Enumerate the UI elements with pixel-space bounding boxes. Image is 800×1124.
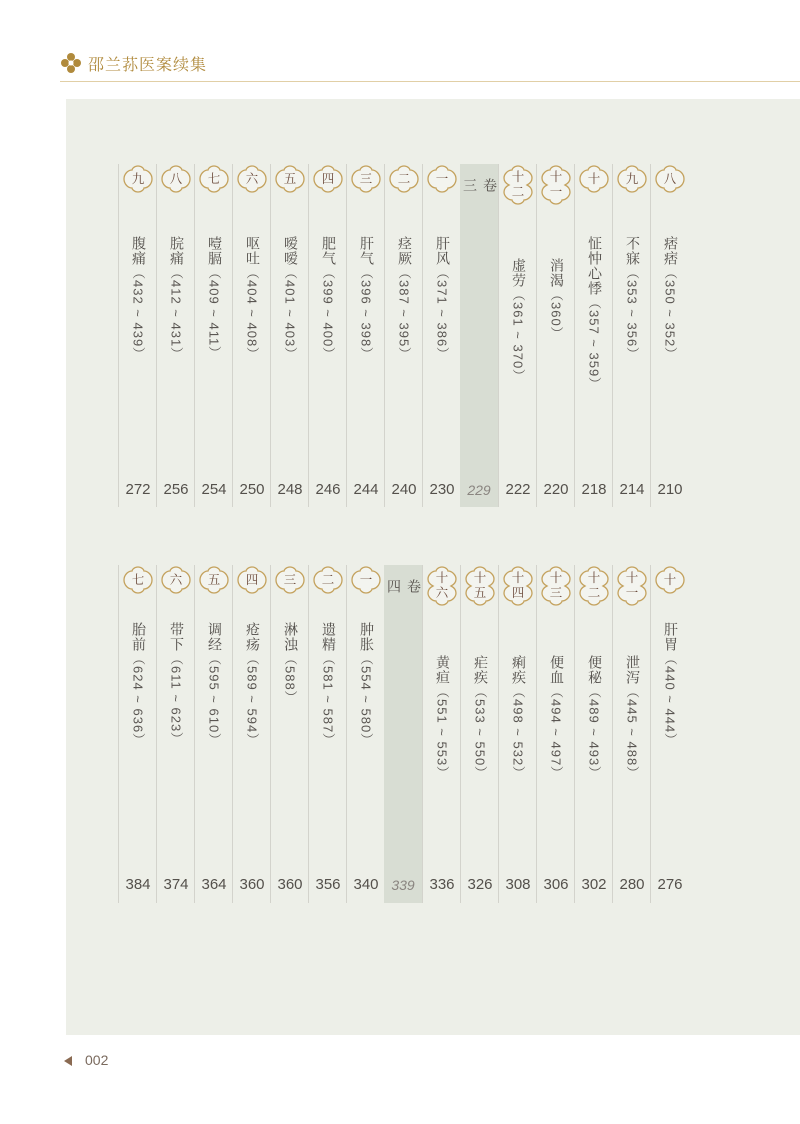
- toc-entry[interactable]: [270, 565, 309, 903]
- chapter-number: 十六: [435, 570, 449, 600]
- chapter-number: 十: [587, 171, 601, 186]
- chapter-number: 八: [169, 171, 183, 186]
- chapter-number-badge: [426, 565, 458, 607]
- volume-3-band: [66, 164, 800, 507]
- case-range: （489 ~ 493）: [586, 685, 602, 781]
- case-range: （409 ~ 411）: [206, 266, 222, 361]
- chapter-number-badge: [578, 164, 610, 194]
- chapter-title: [195, 622, 233, 860]
- chapter-number-badge: [198, 164, 230, 194]
- page-number: 002: [85, 1052, 109, 1068]
- chapter-name: 不寐: [624, 236, 640, 266]
- chapter-title: [157, 622, 195, 860]
- chapter-name: 呕吐: [244, 236, 260, 266]
- page-number: 244: [353, 481, 379, 498]
- toc-entry[interactable]: [422, 164, 461, 507]
- case-range: （445 ~ 488）: [624, 685, 640, 781]
- case-range: （554 ~ 580）: [358, 652, 374, 748]
- chapter-title: [385, 236, 423, 465]
- toc-entry[interactable]: [118, 565, 157, 903]
- toc-entry[interactable]: [156, 164, 195, 507]
- case-range: （360）: [548, 288, 564, 341]
- chapter-name: 肿胀: [358, 622, 374, 652]
- chapter-number-badge: [236, 164, 268, 194]
- chapter-number: 七: [207, 171, 221, 186]
- chapter-title: [651, 236, 689, 465]
- chapter-number: 二: [321, 572, 335, 587]
- toc-entry[interactable]: [308, 164, 347, 507]
- chapter-name: 遗精: [320, 622, 336, 652]
- case-range: （361 ~ 370）: [510, 288, 526, 384]
- page-number: 360: [277, 876, 303, 893]
- page-number: 222: [505, 481, 531, 498]
- chapter-number-badge: [236, 565, 268, 595]
- chapter-number: 九: [131, 171, 145, 186]
- toc-entry[interactable]: [194, 565, 233, 903]
- page-number: 356: [315, 876, 341, 893]
- page-number: 250: [239, 481, 265, 498]
- toc-entry[interactable]: [498, 164, 537, 507]
- page-number: 336: [429, 876, 455, 893]
- toc-entry[interactable]: [460, 565, 499, 903]
- chapter-name: 虚劳: [510, 258, 526, 288]
- chapter-title: [423, 236, 461, 465]
- chapter-number: 七: [131, 572, 145, 587]
- page-number: 240: [391, 481, 417, 498]
- case-range: （588）: [282, 652, 298, 705]
- chapter-title: [233, 236, 271, 465]
- page-number: 384: [125, 876, 151, 893]
- chapter-number-badge: [160, 164, 192, 194]
- chapter-title: [499, 258, 537, 465]
- case-range: （350 ~ 352）: [662, 266, 678, 362]
- toc-entry[interactable]: [574, 565, 613, 903]
- page-number: 218: [581, 481, 607, 498]
- page-number: 308: [505, 876, 531, 893]
- chapter-title: [157, 236, 195, 465]
- chapter-number: 一: [435, 171, 449, 186]
- page-number: 248: [277, 481, 303, 498]
- chapter-title: [575, 236, 613, 465]
- chapter-number: 四: [321, 171, 335, 186]
- chapter-name: 胎前: [130, 622, 146, 652]
- case-range: （624 ~ 636）: [130, 652, 146, 748]
- chapter-title: [195, 236, 233, 465]
- case-range: （551 ~ 553）: [434, 685, 450, 781]
- chapter-name: 肝气: [358, 236, 374, 266]
- toc-entry[interactable]: [422, 565, 461, 903]
- toc-entry[interactable]: [498, 565, 537, 903]
- chapter-name: 疮疡: [244, 622, 260, 652]
- chapter-number-badge: [464, 565, 496, 607]
- chapter-number-badge: [578, 565, 610, 607]
- chapter-number-badge: [502, 565, 534, 607]
- chapter-number-badge: [426, 164, 458, 194]
- chapter-number-badge: [160, 565, 192, 595]
- page-number: 220: [543, 481, 569, 498]
- chapter-title: [423, 655, 461, 860]
- toc-entry[interactable]: [650, 164, 689, 507]
- chapter-name: 调经: [206, 622, 222, 652]
- case-range: （357 ~ 359）: [586, 296, 602, 392]
- case-range: （353 ~ 356）: [624, 266, 640, 362]
- chapter-number: 四: [245, 572, 259, 587]
- toc-entry[interactable]: [232, 565, 271, 903]
- toc-entry[interactable]: [194, 164, 233, 507]
- chapter-number: 一: [359, 572, 373, 587]
- chapter-title: [347, 622, 385, 860]
- chapter-number: 五: [283, 171, 297, 186]
- toc-entry[interactable]: [536, 164, 575, 507]
- chapter-number: 六: [169, 572, 183, 587]
- chapter-title: [347, 236, 385, 465]
- case-range: （611 ~ 623）: [168, 652, 184, 747]
- toc-entry[interactable]: [308, 565, 347, 903]
- case-range: （404 ~ 408）: [244, 266, 260, 362]
- toc-entry[interactable]: [384, 164, 423, 507]
- volume-label: 卷 三: [461, 178, 497, 206]
- page-number: 326: [467, 876, 493, 893]
- page-number: 214: [619, 481, 645, 498]
- page-header: [0, 0, 800, 90]
- case-range: （401 ~ 403）: [282, 266, 298, 362]
- page-number: 256: [163, 481, 189, 498]
- chapter-name: 腹痛: [130, 236, 146, 266]
- volume-4-band: [66, 565, 800, 903]
- chapter-name: 便秘: [586, 655, 602, 685]
- chapter-number-badge: [274, 565, 306, 595]
- chapter-title: [651, 622, 689, 860]
- page-number: 306: [543, 876, 569, 893]
- chapter-number: 十一: [549, 169, 563, 199]
- chapter-name: 疟疾: [472, 655, 488, 685]
- chapter-number-badge: [198, 565, 230, 595]
- toc-entry[interactable]: [232, 164, 271, 507]
- case-range: （498 ~ 532）: [510, 685, 526, 781]
- volume-start-page: 229: [467, 482, 491, 498]
- toc-entry[interactable]: [346, 565, 385, 903]
- toc-entry[interactable]: [650, 565, 689, 903]
- volume-start-page: 339: [391, 877, 415, 893]
- chapter-name: 肥气: [320, 236, 336, 266]
- header-rule: [60, 81, 800, 82]
- chapter-name: 肝风: [434, 236, 450, 266]
- case-range: （387 ~ 395）: [396, 266, 412, 362]
- chapter-number: 三: [283, 572, 297, 587]
- chapter-name: 淋浊: [282, 622, 298, 652]
- toc-entry[interactable]: [574, 164, 613, 507]
- page-number: 272: [125, 481, 151, 498]
- chapter-number-badge: [312, 164, 344, 194]
- chapter-number-badge: [654, 164, 686, 194]
- toc-entry[interactable]: [346, 164, 385, 507]
- case-range: （595 ~ 610）: [206, 652, 222, 748]
- chapter-name: 噎膈: [206, 236, 222, 266]
- chapter-number-badge: [274, 164, 306, 194]
- chapter-title: [613, 236, 651, 465]
- case-range: （581 ~ 587）: [320, 652, 336, 748]
- chapter-name: 脘痛: [168, 236, 184, 266]
- page-number: 230: [429, 481, 455, 498]
- quatrefoil-flower-icon: [60, 52, 82, 74]
- chapter-title: [537, 655, 575, 860]
- case-range: （440 ~ 444）: [662, 652, 678, 748]
- chapter-number: 五: [207, 572, 221, 587]
- chapter-name: 消渴: [548, 258, 564, 288]
- chapter-title: [613, 655, 651, 860]
- chapter-number-badge: [502, 164, 534, 206]
- case-range: （533 ~ 550）: [472, 685, 488, 781]
- toc-entry[interactable]: [118, 164, 157, 507]
- toc-entry[interactable]: [536, 565, 575, 903]
- chapter-name: 便血: [548, 655, 564, 685]
- toc-entry[interactable]: [270, 164, 309, 507]
- page-number: 302: [581, 876, 607, 893]
- chapter-number: 十五: [473, 570, 487, 600]
- case-range: （432 ~ 439）: [130, 266, 146, 362]
- chapter-title: [575, 655, 613, 860]
- chapter-number-badge: [312, 565, 344, 595]
- page-number: 280: [619, 876, 645, 893]
- chapter-name: 怔忡心悸: [586, 236, 602, 296]
- chapter-number: 十四: [511, 570, 525, 600]
- chapter-title: [537, 258, 575, 465]
- case-range: （589 ~ 594）: [244, 652, 260, 748]
- page-number: 276: [657, 876, 683, 893]
- page-number: 246: [315, 481, 341, 498]
- chapter-number: 十二: [511, 169, 525, 199]
- chapter-number: 十三: [549, 570, 563, 600]
- chapter-number: 三: [359, 171, 373, 186]
- prev-page-arrow-icon[interactable]: [64, 1056, 72, 1066]
- chapter-number: 二: [397, 171, 411, 186]
- chapter-number-badge: [654, 565, 686, 595]
- chapter-name: 带下: [168, 622, 184, 652]
- toc-entry[interactable]: [612, 565, 651, 903]
- chapter-number-badge: [122, 565, 154, 595]
- case-range: （399 ~ 400）: [320, 266, 336, 362]
- case-range: （412 ~ 431）: [168, 266, 184, 362]
- chapter-number-badge: [616, 565, 648, 607]
- chapter-name: 泄泻: [624, 655, 640, 685]
- chapter-name: 黄疸: [434, 655, 450, 685]
- chapter-number: 十: [663, 572, 677, 587]
- chapter-title: [271, 622, 309, 860]
- chapter-number: 十一: [625, 570, 639, 600]
- chapter-title: [271, 236, 309, 465]
- page-number: 340: [353, 876, 379, 893]
- chapter-title: [233, 622, 271, 860]
- chapter-number-badge: [540, 565, 572, 607]
- chapter-name: 嗳嗳: [282, 236, 298, 266]
- page-number: 360: [239, 876, 265, 893]
- chapter-number-badge: [616, 164, 648, 194]
- chapter-number: 八: [663, 171, 677, 186]
- toc-panel: [66, 99, 800, 1035]
- chapter-title: [461, 655, 499, 860]
- chapter-number-badge: [350, 164, 382, 194]
- book-title: 邵兰荪医案续集: [88, 55, 208, 74]
- chapter-name: 痢疾: [510, 655, 526, 685]
- chapter-number-badge: [388, 164, 420, 194]
- case-range: （396 ~ 398）: [358, 266, 374, 362]
- volume-marker[interactable]: [460, 164, 498, 507]
- chapter-number-badge: [122, 164, 154, 194]
- page-number: 374: [163, 876, 189, 893]
- chapter-name: 痉厥: [396, 236, 412, 266]
- chapter-number: 十二: [587, 570, 601, 600]
- toc-entry[interactable]: [156, 565, 195, 903]
- chapter-title: [499, 655, 537, 860]
- chapter-number: 九: [625, 171, 639, 186]
- chapter-number-badge: [350, 565, 382, 595]
- page-number: 210: [657, 481, 683, 498]
- chapter-number-badge: [540, 164, 572, 206]
- chapter-name: 痞痞: [662, 236, 678, 266]
- case-range: （371 ~ 386）: [434, 266, 450, 362]
- chapter-title: [119, 236, 157, 465]
- volume-label: 卷 四: [385, 579, 421, 607]
- chapter-name: 肝胃: [662, 622, 678, 652]
- chapter-title: [309, 236, 347, 465]
- case-range: （494 ~ 497）: [548, 685, 564, 781]
- page-number: 254: [201, 481, 227, 498]
- page-number: 364: [201, 876, 227, 893]
- chapter-title: [309, 622, 347, 860]
- chapter-title: [119, 622, 157, 860]
- chapter-number: 六: [245, 171, 259, 186]
- toc-entry[interactable]: [612, 164, 651, 507]
- volume-marker[interactable]: [384, 565, 422, 903]
